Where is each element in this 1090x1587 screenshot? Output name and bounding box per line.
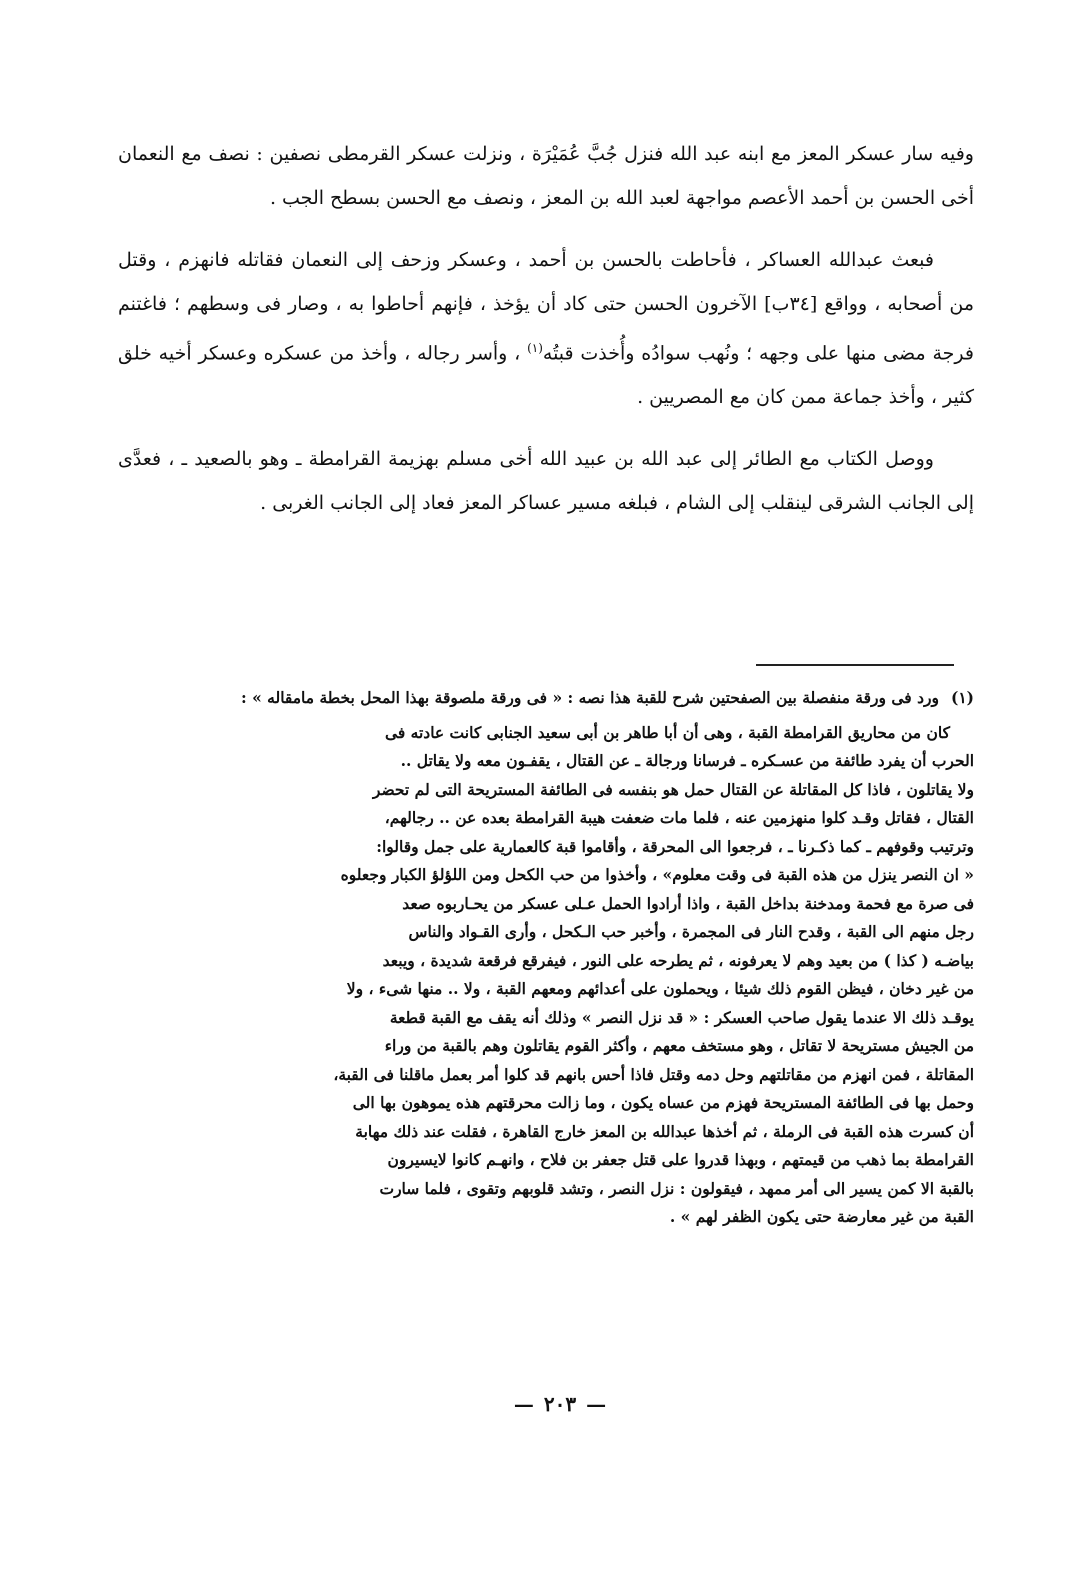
footnote-line: ولا يقاتلون ، فاذا كل المقاتلة عن القتال حمل هو بنفسه فى الطائفة المستريحة التى لم تحضر	[372, 779, 974, 799]
paragraph-2-text: فبعث عبدالله العساكر ، فأحاطت بالحسن بن أحمد ، وعسكر وزحف إلى النعمان فقاتله فانهزم ، وقتل من أصحابه ، وواقع [٣٤ب] الآخرون الحسن حتى كاد أن يؤخذ ، فإنهم أحاطوا به ، وصار فى وسطهم ؛ فاغتنم فرجة مضى منها على وجهه ؛ ونُهب سوادُه وأُخذت قبتُه	[118, 249, 974, 365]
footnote-line: من غير دخان ، فيظن القوم ذلك شيئا ، ويحملون على أعدائهم ومعهم القبة ، ولا .. منها شىء ، ولا	[346, 979, 974, 998]
footnote-block	[128, 684, 974, 1232]
footnote-line: بياضـه ( كذا ) من بعيد وهم لا يعرفونه ، ثم يطرحه على النور ، فيفرقع فرقعة شديدة ، ويبعد	[382, 950, 974, 970]
footnote-line: « ان النصر ينزل من هذه القبة فى وقت معلوم» ، وأخذوا من حب الكحل ومن اللؤلؤ الكبار وجعلوه	[340, 865, 974, 884]
footnote-divider	[756, 664, 954, 666]
page-number	[0, 1392, 1090, 1416]
footnote-line: أن كسرت هذه القبة فى الرملة ، ثم أخذها عبدالله بن المعز خارج القاهرة ، فقلت عند ذلك مهابة	[355, 1121, 974, 1141]
footnote-body	[128, 719, 974, 1232]
footnote-line: كان من محاريق القرامطة القبة ، وهى أن أبا طاهر بن أبى سعيد الجنابى كانت عادته فى	[384, 722, 950, 742]
footnote-line: المقاتلة ، فمن انهزم من مقاتلتهم وحل دمه وقتل فاذا أحس بانهم قد كلوا أمر بعمل ماقلنا فى القبة،	[333, 1064, 974, 1084]
footnote-line: فى صرة مع فحمة ومدخنة بداخل القبة ، واذا أرادوا الحمل عـلى عسكر من يحـاربوه صعد	[402, 893, 974, 913]
footnote-line: يوقـد ذلك الا عندما يقول صاحب العسكر : « قد نزل النصر » وذلك أنه يقف مع القبة قطعة	[389, 1007, 974, 1027]
paragraph-3: ووصل الكتاب مع الطائر إلى عبد الله بن عبيد الله أخى مسلم بهزيمة القرامطة ـ وهو بالصعيد ـ ، فعدَّى إلى الجانب الشرقى لينقلب إلى الشام ، فبلغه مسير عساكر المعز فعاد إلى الجانب الغربى .	[118, 448, 974, 515]
footnote-head-text: ورد فى ورقة منفصلة بين الصفحتين شرح للقبة هذا نصه : « فى ورقة ملصوقة بهذا المحل بخطة مامقاله » :	[240, 688, 939, 707]
footnote-line: الحرب أن يفرد طائفة من عسـكره ـ فرسانا ورجالة ـ عن القتال ، يقفـون معه ولا يقاتل ..	[400, 751, 974, 770]
footnote-line: رجل منهم الى القبة ، وقدح النار فى المجمرة ، وأخبر حب الـكحل ، وأرى القـواد والناس	[408, 922, 974, 941]
page-number-dash-right: —	[586, 1392, 607, 1416]
paragraph-2	[118, 238, 974, 419]
paragraph-2-continuation: ، وأسر رجاله ، وأخذ من عسكره وعسكر أخيه خلق كثير ، وأخذ جماعة ممن كان مع المصريين .	[118, 342, 974, 409]
footnote-head	[128, 684, 974, 713]
paragraph-1: وفيه سار عسكر المعز مع ابنه عبد الله فنزل جُبَّ عُمَيْرَة ، ونزلت عسكر القرمطى نصفين : نصف مع النعمان أخى الحسن بن أحمد الأعصم مواجهة لعبد الله بن المعز ، ونصف مع الحسن بسطح الجب .	[118, 143, 974, 209]
footnote-number: (١)	[950, 688, 974, 707]
footnote-reference[interactable]: (١)	[527, 341, 543, 355]
footnote-line: القبة من غير معارضة حتى يكون الظفر لهم » .	[669, 1207, 974, 1226]
page-number-value: ٢٠٣	[543, 1392, 577, 1416]
footnote-line: بالقبة الا كمن يسير الى أمر ممهد ، فيقولون : نزل النصر ، وتشد قلوبهم وتقوى ، فلما سارت	[379, 1178, 974, 1198]
footnote-line: من الجيش مستريحة لا تقاتل ، وهو مستخف معهم ، وأكثر القوم يقاتلون وهم بالقبة من وراء	[384, 1036, 974, 1055]
footnote-line: القرامطة بما ذهب من قيمتهم ، وبهذا قدروا على قتل جعفر بن فلاح ، وانهـم كانوا لايسيرون	[387, 1150, 974, 1169]
footnote-line: وحمل بها فى الطائفة المستريحة فهزم من عساه يكون ، وما زالت محرقتهم هذه يموهون بها الى	[352, 1093, 974, 1112]
footnote-line: وترتيب وقوفهم ـ كما ذكـرنا ـ ، فرجعوا الى المحرقة ، وأقاموا قبة كالعمارية على جمل وقالوا:	[376, 836, 974, 856]
footnote-line: القتال ، فقاتل وقـد كلوا منهزمين عنه ، فلما مات ضعفت هيبة القرامطة بعده عن .. رجالهم،	[384, 808, 974, 827]
main-text-block	[118, 132, 974, 543]
page-number-dash-left: —	[513, 1392, 534, 1416]
